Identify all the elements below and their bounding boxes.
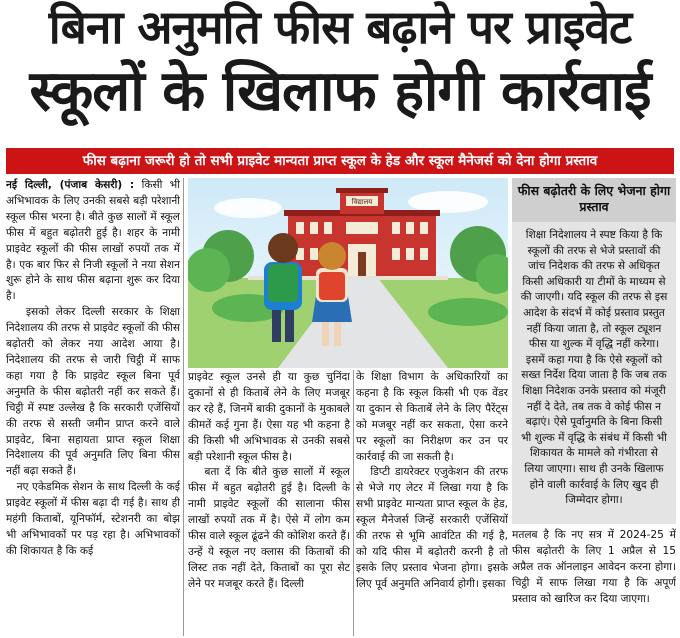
door	[358, 252, 366, 276]
article-paragraph: मतलब है कि नए सत्र में 2024-25 में फीस बढ़ोतरी के लिए 1 अप्रैल से 15 अप्रैल तक ऑनलाइन आवेदन करना होगा। चिट्ठी में साफ लिखा गया है कि अपूर्ण प्रस्ताव को खारिज कर दिया जाएगा।	[512, 529, 676, 605]
headline-line-1: बिना अनुमति फीस बढ़ाने पर प्राइवेट	[48, 0, 632, 54]
cloud	[214, 198, 282, 218]
tree	[188, 248, 230, 292]
school-illustration	[188, 178, 508, 368]
article-column-4	[512, 528, 676, 636]
article-paragraph	[6, 305, 180, 480]
article-column-2	[188, 370, 350, 636]
school-illustration-svg	[188, 178, 508, 368]
article-paragraph: प्राइवेट स्कूल उनसे ही या कुछ चुनिंदा दुकानों से ही किताबें लेने के लिए मजबूर कर रहे हैं, जिनमें बाकी दुकानों के मुकाबले कीमतें कई गुना हैं। ऐसा यह भी कहना है की किसी भी अभिभावक से उनकी सबसे बड़ी परेशानी स्कूल फीस है।	[188, 371, 350, 463]
article-paragraph	[6, 178, 180, 305]
article-column-1	[6, 178, 180, 636]
school-sign-text: विद्यालय	[351, 198, 373, 206]
paragraph-text: किसी भी अभिभावक के लिए उनकी सबसे बड़ी परेशानी स्कूल फीस भरना है। बीते कुछ सालों में स्कूल फीस में बहुत बढ़ोतरी हुई है। शहर के नामी प्राइवेट स्कूलों की फीस लाखों रुपयों तक में है। एक बार फिर से निजी स्कूलों ने नया सेशन शुरू होने के साथ फीस बढ़ाना शुरू कर दिया है।	[6, 179, 180, 303]
sidebar-box-title: फीस बढ़ोतरी के लिए भेजना होगा प्रस्ताव	[512, 178, 676, 222]
article-paragraph	[188, 465, 350, 592]
column-divider	[183, 178, 184, 636]
article-paragraph	[356, 465, 508, 592]
paragraph-text: नए एकेडमिक सेशन के साथ दिल्ली के कई प्राइवेट स्कूलों में फीस बढ़ा दी गई है। साथ ही महंगी किताबों, यूनिफॉर्म, स्टेशनरी का बोझ भी अभिभावकों पर पड़ रहा है। अभिभावकों की शिकायत है कि कई	[6, 481, 180, 557]
article-paragraph: के शिक्षा विभाग के अधिकारियों का कहना है कि स्कूल किसी भी एक वेंडर या दुकान से किताबें लेने के लिए पैरेंट्स को मजबूर नहीं कर सकता, ऐसा करने पर स्कूलों का निरीक्षण कर उन पर कार्रवाई की जा सकती है।	[356, 371, 508, 463]
paragraph-text: इसको लेकर दिल्ली सरकार के शिक्षा निदेशालय की तरफ से प्राइवेट स्कूलों की फीस बढ़ोतरी को लेकर नया आदेश आया है। निदेशालय की तरफ से जारी चिट्ठी में साफ कहा गया है कि प्राइवेट स्कूल बिना पूर्व अनुमति के फीस बढ़ोतरी नहीं कर सकते हैं। चिट्ठी में स्पष्ट उल्लेख है कि सरकारी एजेंसियों की तरफ से सस्ती जमीन प्राप्त करने वाले प्राइवेट, बिना सहायता प्राप्त स्कूल शिक्षा निदेशालय की पूर्व अनुमति लिए बिना फीस नहीं बढ़ा सकते हैं।	[6, 306, 180, 478]
column-divider	[353, 370, 354, 636]
paragraph-text: बता दें कि बीते कुछ सालों में स्कूल फीस में बहुत बढ़ोतरी हुई है। दिल्ली के नामी प्राइवेट स्कूलों की सालाना फीस लाखों रुपयों तक में है। ऐसे में लोग कम फीस वाले स्कूल ढूंढने की कोशिश करते हैं। उन्हें ये स्कूल नए क्लास की किताबों की लिस्ट तक नहीं देते, किताबों का पूरा सेट लेने पर मजबूर करते हैं। दिल्ली	[188, 466, 350, 590]
dateline: नई दिल्ली, (पंजाब केसरी) :	[6, 179, 135, 191]
sidebar-box	[512, 178, 676, 524]
bush	[428, 298, 508, 326]
sidebar-box-body: शिक्षा निदेशालय ने स्पष्ट किया है कि स्कूलों की तरफ से भेजे प्रस्तावों की जांच निदेशक की तरफ से अधिकृत किसी अधिकारी या टीमों के माध्यम से की जाएगी। यदि स्कूल की तरफ से इस आदेश के संदर्भ में कोई प्रस्ताव प्रस्तुत नहीं किया जाता है, तो स्कूल ट्यूशन फीस या शुल्क में वृद्धि नहीं करेगा। इसमें कहा गया है कि ऐसे स्कूलों को सख्त निर्देश दिया जाता है कि जब तक शिक्षा निदेशक उनके प्रस्ताव को मंजूरी नहीं दे देते, तब तक वे कोई फीस न बढ़ाएं। ऐसे पूर्वानुमति के बिना किसी भी शुल्क में वृद्धि के संबंध में किसी भी शिकायत के मामले को गंभीरता से लिया जाएगा। साथ ही उनके खिलाफ होने वाली कार्रवाई के लिए खुद ही जिम्मेदार होगा।	[520, 229, 668, 507]
subheadline-bar: फीस बढ़ाना जरूरी हो तो सभी प्राइवेट मान्यता प्राप्त स्कूल के हेड और स्कूल मैनेजर्स को देना होगा प्रस्ताव	[6, 148, 674, 174]
cloud	[408, 191, 488, 213]
tower-roof	[336, 188, 388, 193]
article-paragraph	[6, 480, 180, 560]
headline-line-2: स्कूलों के खिलाफ होगी कार्रवाई	[29, 59, 651, 124]
paragraph-text: डिप्टी डायरेक्टर एजुकेशन की तरफ से भेजे गए लेटर में लिखा गया है कि सभी प्राइवेट मान्यता प्राप्त स्कूल के हेड, स्कूल मैनेजर्स जिन्हें सरकारी एजेंसियों की तरफ से भूमि आवंटित की गई है, को यदि फीस में बढ़ोतरी करनी है तो इसके लिए प्रस्ताव भेजना होगा। इसके लिए पूर्व अनुमति अनिवार्य होगी। इसका	[356, 466, 508, 590]
article-column-3	[356, 370, 508, 636]
